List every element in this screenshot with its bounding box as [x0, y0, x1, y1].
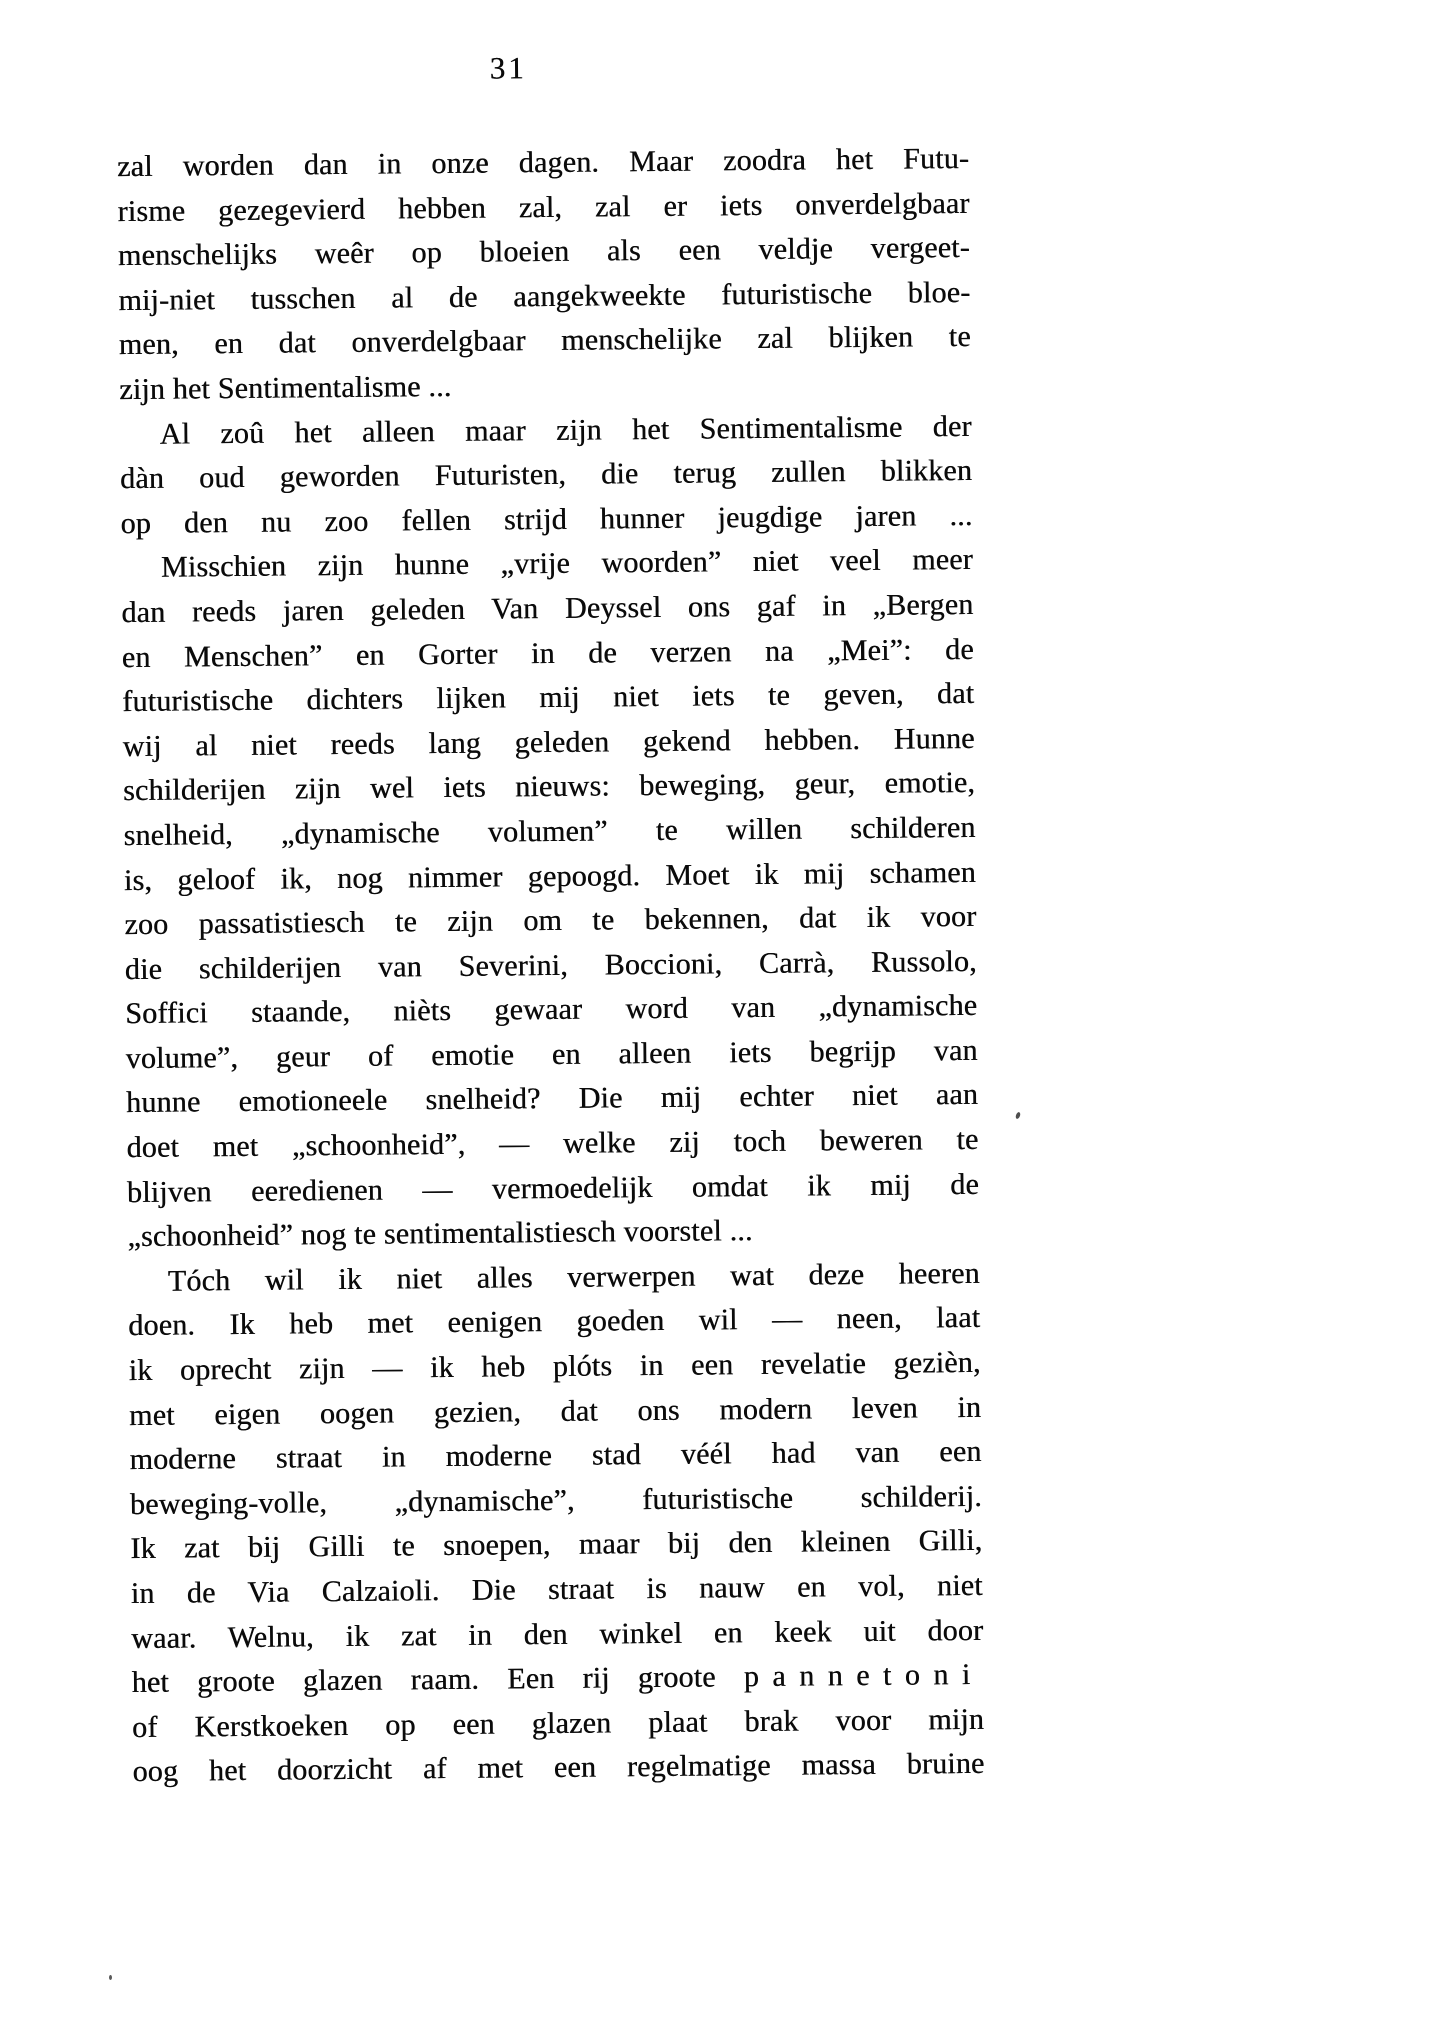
text-line: futuristische dichters lijken mij niet iets te geven, dat [122, 677, 975, 719]
text-line: dàn oud geworden Futuristen, die terug zullen blikken [119, 454, 973, 496]
text-line: mij-niet tusschen al de aangekweekte futuristische bloe- [118, 275, 971, 317]
text-line: Ik zat bij Gilli te snoepen, maar bij den kleinen Gilli, [130, 1524, 983, 1566]
text-line: beweging-volle, „dynamische”, futuristische schilderij. [129, 1479, 983, 1521]
text-line: het groote glazen raam. Een rij groote pannetoni [131, 1658, 984, 1700]
text-line: of Kerstkoeken op een glazen plaat brak voor mijn [131, 1702, 985, 1744]
text-line: en Menschen” en Gorter in de verzen na „Mei”: de [121, 632, 974, 674]
text-line: Al zoû het alleen maar zijn het Sentimentalisme der [159, 409, 972, 451]
text-line: men, en dat onverdelgbaar menschelijke zal blijken te [118, 320, 971, 362]
body-text [117, 137, 985, 1795]
text-line: risme gezegevierd hebben zal, zal er iets onverdelgbaar [117, 186, 970, 228]
text-line: waar. Welnu, ik zat in den winkel en keek uit door [131, 1613, 984, 1655]
text-line: ik oprecht zijn — ik heb plóts in een revelatie gezièn, [128, 1345, 981, 1388]
scan-speck [109, 1975, 112, 1980]
text-line: met eigen oogen gezien, dat ons modern leven in [128, 1390, 982, 1432]
text-line: snelheid, „dynamische volumen” te willen schilderen [123, 810, 976, 853]
text-line: „schoonheid” nog te sentimentalistiesch voorstel ... [127, 1214, 753, 1254]
text-line: blijven eeredienen — vermoedelijk omdat ik mij de [126, 1167, 980, 1209]
page-number: 31 [489, 50, 527, 86]
text-line: zijn het Sentimentalisme ... [119, 369, 452, 407]
text-line: moderne straat in moderne stad véél had van een [129, 1435, 982, 1477]
letterspaced-word: pannetoni [743, 1658, 984, 1694]
text-line: op den nu zoo fellen strijd hunner jeugdige jaren ... [120, 498, 973, 540]
text-line: zoo passatistiesch te zijn om te bekennen, dat ik voor [124, 900, 977, 942]
text-line: zal worden dan in onze dagen. Maar zoodra het Futu- [116, 141, 970, 184]
text-line: wij al niet reeds lang geleden gekend hebben. Hunne [122, 721, 975, 763]
text-line: is, geloof ik, nog nimmer gepoogd. Moet ik mij schamen [123, 855, 977, 897]
text-line: doen. Ik heb met eenigen goeden wil — neen, laat [128, 1301, 981, 1343]
text-line: doet met „schoonheid”, — welke zij toch beweren te [126, 1122, 979, 1165]
text-line: oog het doorzicht af met een regelmatige massa bruine [132, 1747, 985, 1789]
text-line: hunne emotioneele snelheid? Die mij echter niet aan [125, 1078, 979, 1120]
text-line: schilderijen zijn wel iets nieuws: beweging, geur, emotie, [122, 766, 976, 808]
text-line: volume”, geur of emotie en alleen iets begrijp van [125, 1033, 978, 1075]
text-line: Misschien zijn hunne „vrije woorden” niet veel meer [160, 543, 974, 585]
text-line: Tóch wil ik niet alles verwerpen wat deze heeren [167, 1256, 980, 1298]
text-line: dan reeds jaren geleden Van Deyssel ons gaf in „Bergen [121, 587, 974, 630]
text-line: menschelijks weêr op bloeien als een veldje vergeet- [117, 231, 971, 273]
text-line: in de Via Calzaioli. Die straat is nauw en vol, niet [130, 1568, 983, 1611]
text-line: die schilderijen van Severini, Boccioni, Carrà, Russolo, [124, 944, 977, 986]
text-line: Soffici staande, nièts gewaar word van „dynamische [125, 989, 978, 1031]
